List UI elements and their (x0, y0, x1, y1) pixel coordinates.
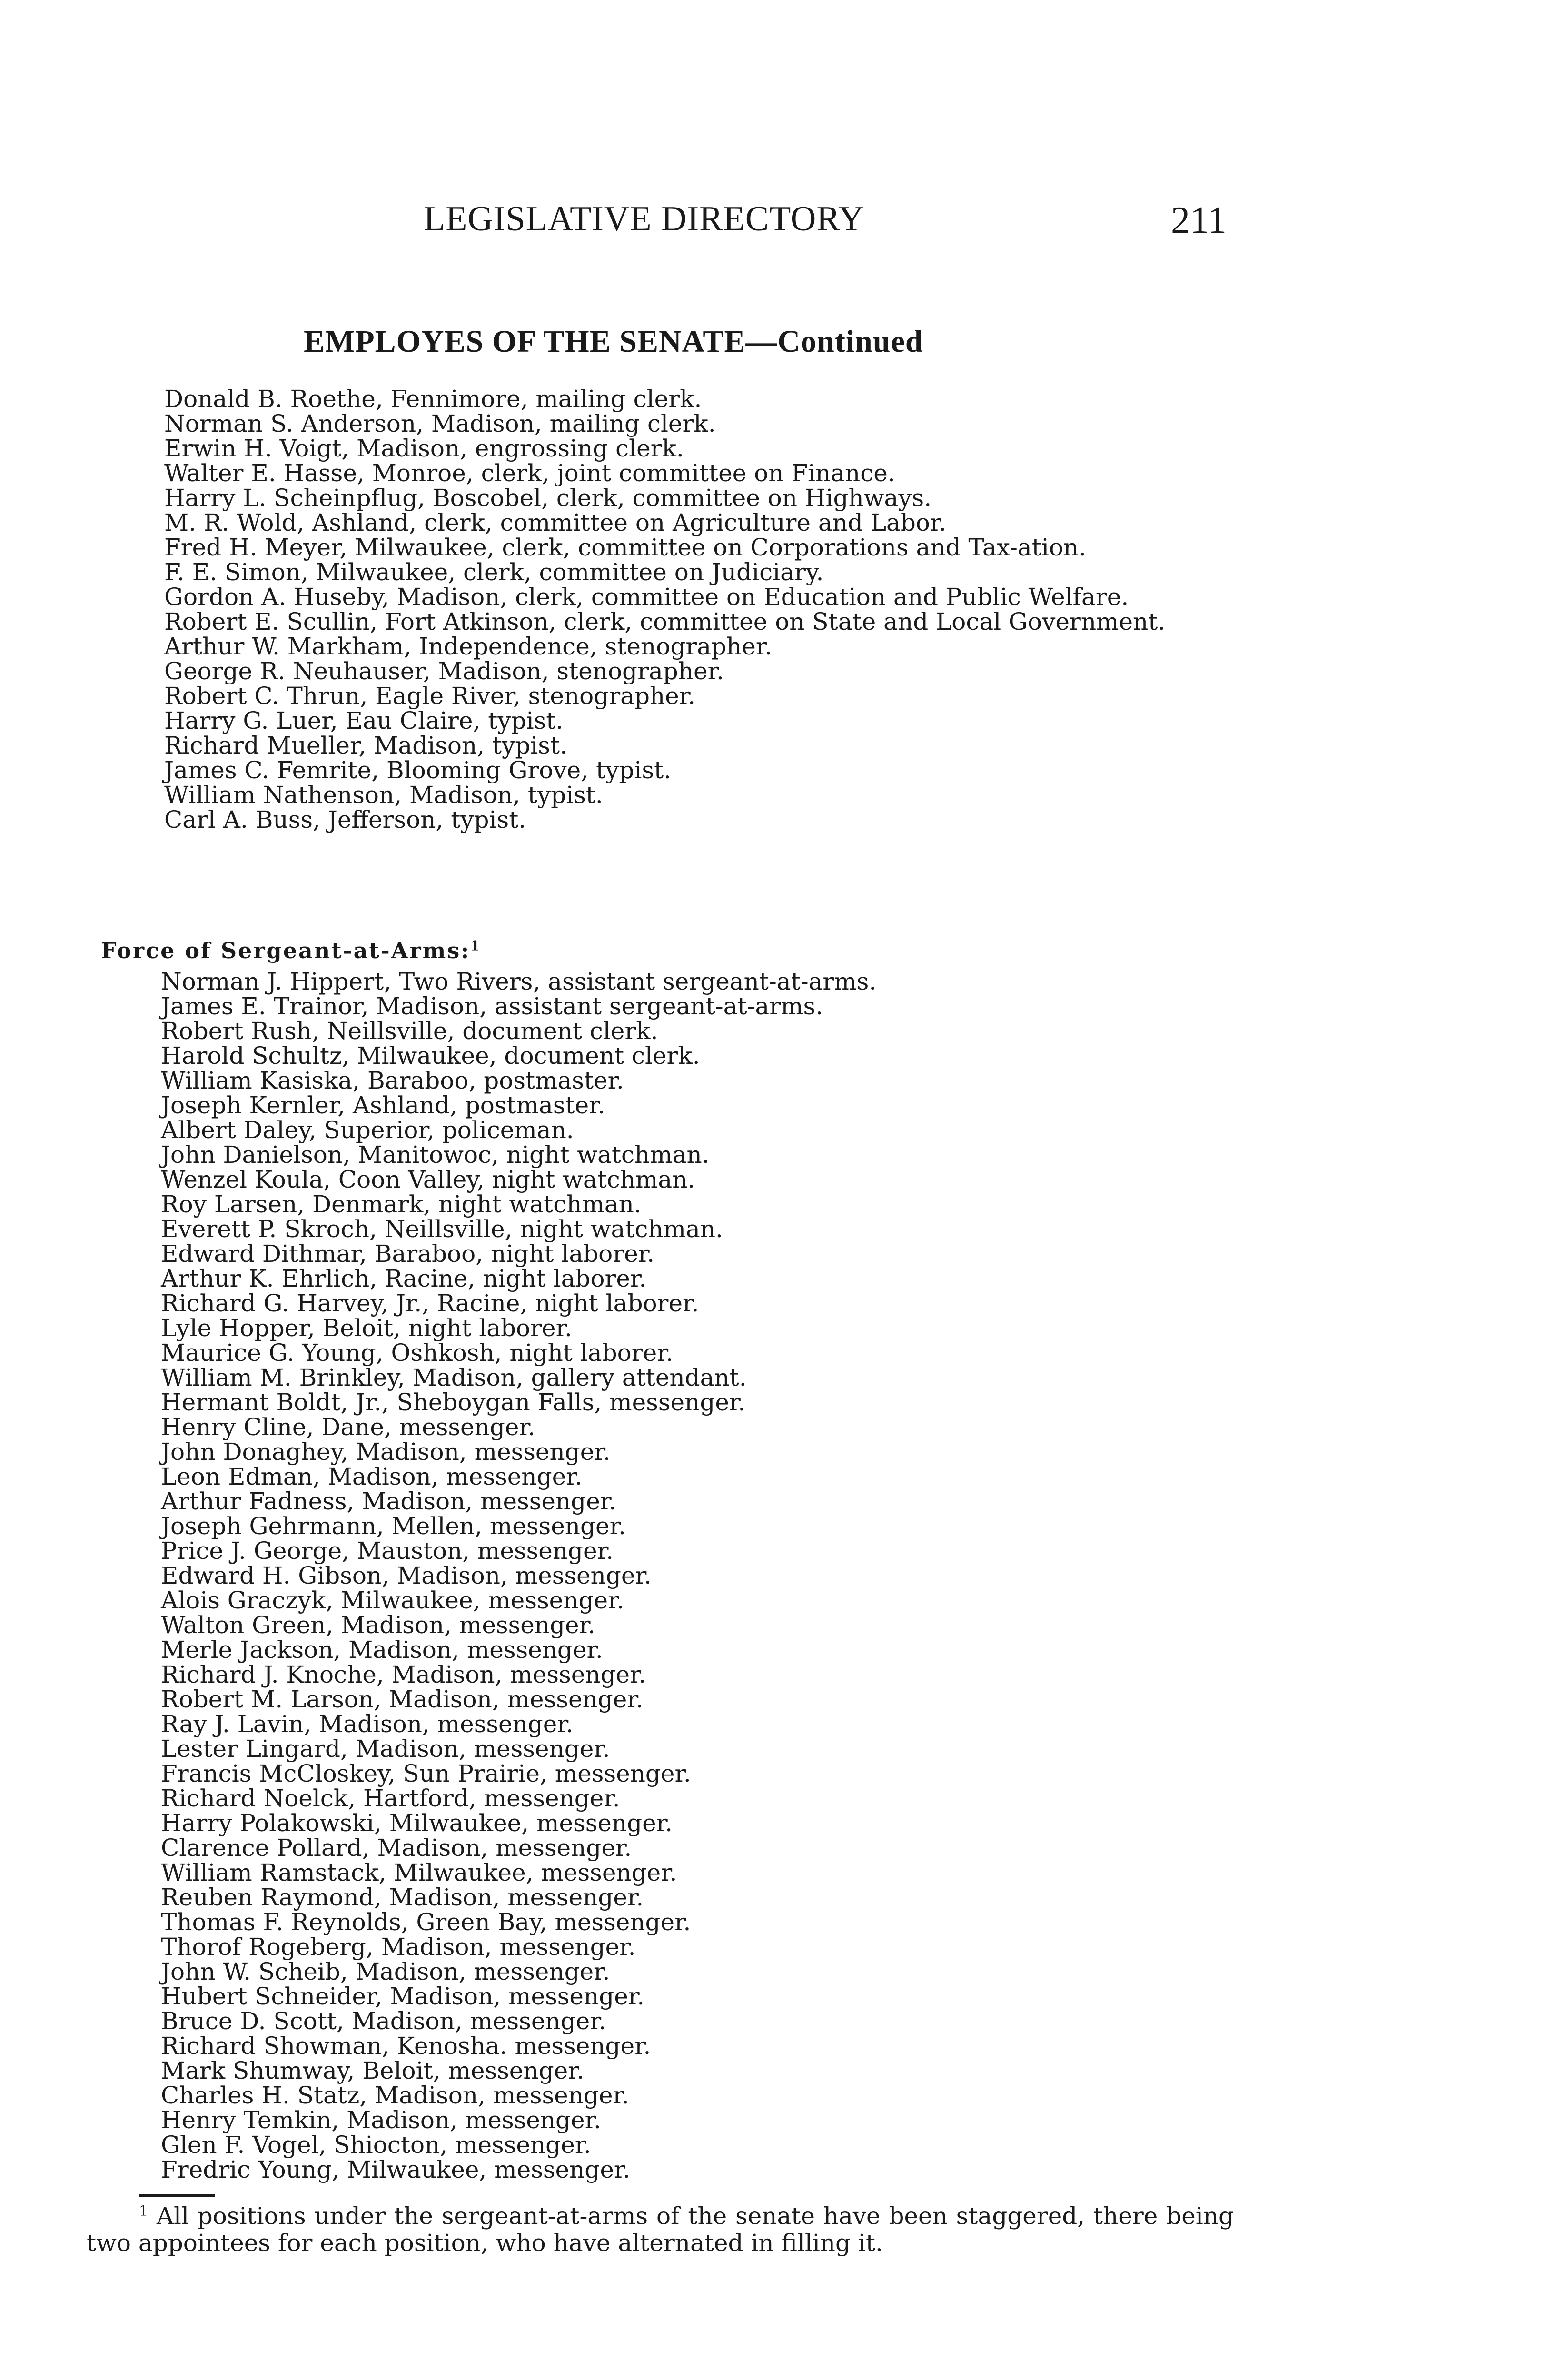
sergeant-at-arms-heading (101, 938, 480, 963)
list-item: William M. Brinkley, Madison, gallery attendant. (161, 1364, 747, 1391)
list-item: Fredric Young, Milwaukee, messenger. (161, 2156, 631, 2183)
list-item: Richard Noelck, Hartford, messenger. (161, 1785, 620, 1812)
list-item: William Nathenson, Madison, typist. (164, 781, 603, 809)
footnote-reference: 1 (470, 938, 480, 954)
list-item: Walter E. Hasse, Monroe, clerk, joint committee on Finance. (164, 459, 895, 487)
senate-employees-list (164, 387, 1245, 832)
list-item: George R. Neuhauser, Madison, stenographer. (164, 657, 724, 685)
list-item: Richard Mueller, Madison, typist. (164, 732, 567, 759)
list-item: William Ramstack, Milwaukee, messenger. (161, 1859, 677, 1886)
list-item: Robert M. Larson, Madison, messenger. (161, 1686, 644, 1713)
list-item: James C. Femrite, Blooming Grove, typist. (164, 756, 671, 784)
list-item: Donald B. Roethe, Fennimore, mailing clerk. (164, 385, 702, 413)
list-item: James E. Trainor, Madison, assistant sergeant-at-arms. (161, 992, 823, 1020)
list-item: Harry Polakowski, Milwaukee, messenger. (161, 1809, 673, 1837)
list-item: Walton Green, Madison, messenger. (161, 1611, 595, 1639)
list-item: Erwin H. Voigt, Madison, engrossing clerk. (164, 435, 684, 462)
list-item: Arthur W. Markham, Independence, stenographer. (164, 633, 773, 660)
running-header-title: LEGISLATIVE DIRECTORY (424, 199, 865, 238)
list-item: John Donaghey, Madison, messenger. (161, 1438, 611, 1466)
footnote (87, 2198, 1234, 2256)
list-item: Fred H. Meyer, Milwaukee, clerk, committee on Corporations and Tax-ation. (164, 534, 1087, 561)
list-item: Mark Shumway, Beloit, messenger. (161, 2057, 585, 2084)
list-item: Thorof Rogeberg, Madison, messenger. (161, 1933, 636, 1961)
footnote-mark: 1 (139, 2203, 149, 2220)
list-item: Richard Showman, Kenosha. messenger. (161, 2032, 651, 2060)
list-item: Henry Cline, Dane, messenger. (161, 1413, 535, 1441)
page-number: 211 (1171, 199, 1227, 241)
list-item: Richard J. Knoche, Madison, messenger. (161, 1661, 646, 1688)
list-item: Arthur K. Ehrlich, Racine, night laborer. (161, 1265, 647, 1292)
list-item: Ray J. Lavin, Madison, messenger. (161, 1710, 574, 1738)
list-item: Thomas F. Reynolds, Green Bay, messenger. (161, 1908, 691, 1936)
list-item: Merle Jackson, Madison, messenger. (161, 1636, 603, 1664)
section-title: EMPLOYES OF THE SENATE—Continued (304, 324, 923, 359)
list-item: Reuben Raymond, Madison, messenger. (161, 1884, 644, 1911)
list-item: Lyle Hopper, Beloit, night laborer. (161, 1314, 572, 1342)
list-item: Robert E. Scullin, Fort Atkinson, clerk, committee on State and Local Government. (164, 608, 1166, 635)
list-item: Harry G. Luer, Eau Claire, typist. (164, 707, 564, 734)
list-item: Francis McCloskey, Sun Prairie, messenger. (161, 1760, 691, 1787)
list-item: F. E. Simon, Milwaukee, clerk, committee on Judiciary. (164, 558, 824, 586)
list-item: John W. Scheib, Madison, messenger. (161, 1958, 610, 1985)
list-item: Gordon A. Huseby, Madison, clerk, committee on Education and Public Welfare. (164, 583, 1129, 611)
list-item: Roy Larsen, Denmark, night watchman. (161, 1190, 642, 1218)
footnote-divider (139, 2194, 215, 2197)
list-item: Everett P. Skroch, Neillsville, night watchman. (161, 1215, 723, 1243)
list-item: Norman S. Anderson, Madison, mailing clerk. (164, 410, 716, 437)
list-item: Arthur Fadness, Madison, messenger. (161, 1488, 617, 1515)
list-item: Joseph Kernler, Ashland, postmaster. (161, 1091, 605, 1119)
sergeant-at-arms-heading-text: Force of Sergeant-at-Arms: (101, 938, 471, 963)
list-item: Alois Graczyk, Milwaukee, messenger. (161, 1587, 624, 1614)
list-item: Wenzel Koula, Coon Valley, night watchman. (161, 1166, 695, 1193)
list-item: Hubert Schneider, Madison, messenger. (161, 1983, 645, 2010)
list-item: Bruce D. Scott, Madison, messenger. (161, 2007, 606, 2035)
list-item: John Danielson, Manitowoc, night watchman. (161, 1141, 710, 1169)
list-item: Price J. George, Mauston, messenger. (161, 1537, 614, 1565)
list-item: Leon Edman, Madison, messenger. (161, 1463, 583, 1490)
list-item: Robert C. Thrun, Eagle River, stenographer. (164, 682, 696, 710)
list-item: Edward H. Gibson, Madison, messenger. (161, 1562, 652, 1589)
list-item: Maurice G. Young, Oshkosh, night laborer. (161, 1339, 674, 1367)
list-item: Norman J. Hippert, Two Rivers, assistant sergeant-at-arms. (161, 968, 877, 995)
list-item: Harold Schultz, Milwaukee, document clerk. (161, 1042, 700, 1070)
list-item: M. R. Wold, Ashland, clerk, committee on Agriculture and Labor. (164, 509, 947, 536)
list-item: Henry Temkin, Madison, messenger. (161, 2106, 601, 2134)
list-item: Carl A. Buss, Jefferson, typist. (164, 806, 526, 833)
list-item: Glen F. Vogel, Shiocton, messenger. (161, 2131, 592, 2159)
list-item: Hermant Boldt, Jr., Sheboygan Falls, messenger. (161, 1388, 746, 1416)
list-item: Albert Daley, Superior, policeman. (161, 1116, 574, 1144)
footnote-text: All positions under the sergeant-at-arms of the senate have been staggered, there being two appointees for each position, who have alternated in filling it. (87, 2202, 1234, 2257)
list-item: Joseph Gehrmann, Mellen, messenger. (161, 1512, 626, 1540)
list-item: Charles H. Statz, Madison, messenger. (161, 2082, 629, 2109)
list-item: Lester Lingard, Madison, messenger. (161, 1735, 610, 1763)
list-item: Edward Dithmar, Baraboo, night laborer. (161, 1240, 655, 1268)
list-item: Clarence Pollard, Madison, messenger. (161, 1834, 632, 1862)
list-item: Richard G. Harvey, Jr., Racine, night laborer. (161, 1289, 699, 1317)
list-item: Robert Rush, Neillsville, document clerk. (161, 1017, 658, 1045)
list-item: William Kasiska, Baraboo, postmaster. (161, 1067, 624, 1094)
list-item: Harry L. Scheinpflug, Boscobel, clerk, committee on Highways. (164, 484, 932, 512)
sergeant-force-list (161, 969, 1256, 2182)
